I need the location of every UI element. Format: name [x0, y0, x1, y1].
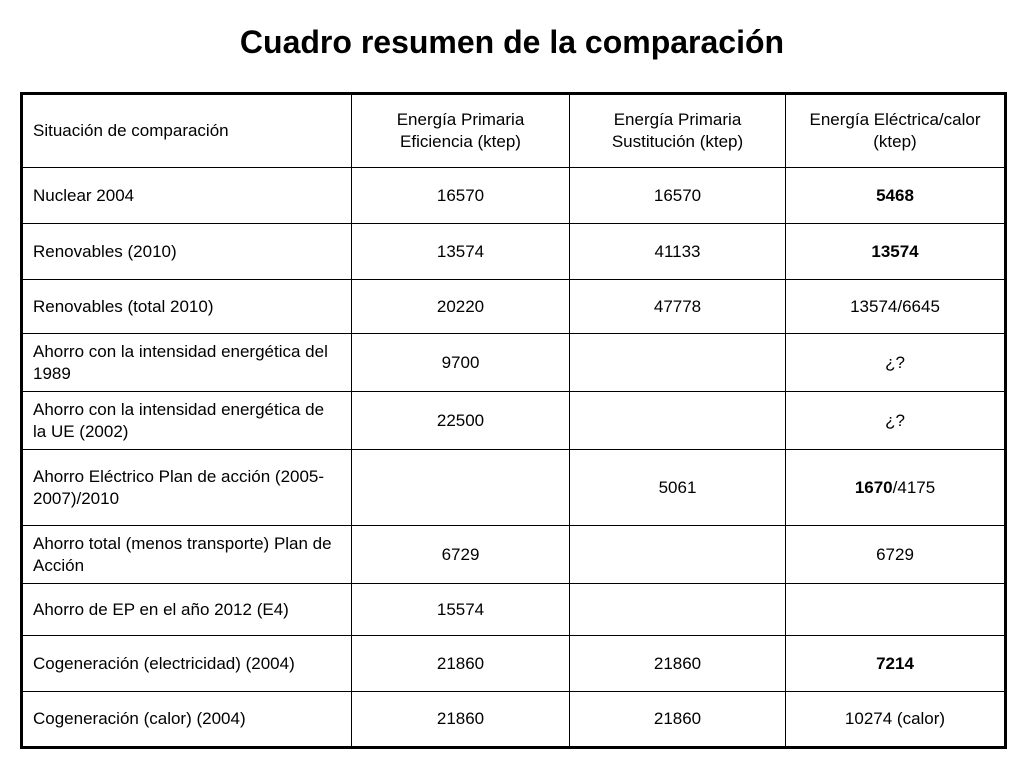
- cell-electrica-bold: 1670: [854, 477, 893, 497]
- table-row: [22, 392, 1006, 450]
- cell-electrica: 13574/6645: [786, 280, 1006, 334]
- cell-eficiencia: 21860: [352, 692, 570, 748]
- cell-situacion: Renovables (2010): [22, 224, 352, 280]
- cell-sustitucion: 41133: [570, 224, 786, 280]
- table-row: [22, 168, 1006, 224]
- cell-eficiencia: 6729: [352, 526, 570, 584]
- header-electrica: Energía Eléctrica/calor (ktep): [786, 94, 1006, 168]
- cell-sustitucion: 5061: [570, 450, 786, 526]
- page-title: Cuadro resumen de la comparación: [239, 24, 785, 60]
- cell-sustitucion: 21860: [570, 636, 786, 692]
- cell-electrica: ¿?: [786, 334, 1006, 392]
- cell-sustitucion: [570, 392, 786, 450]
- cell-situacion: Ahorro Eléctrico Plan de acción (2005-2007)/2010: [22, 450, 352, 526]
- table-row: [22, 584, 1006, 636]
- cell-situacion: Ahorro con la intensidad energética del 1989: [22, 334, 352, 392]
- table-row: [22, 334, 1006, 392]
- cell-situacion: Ahorro total (menos transporte) Plan de Acción: [22, 526, 352, 584]
- cell-electrica: 7214: [786, 636, 1006, 692]
- table-row: [22, 636, 1006, 692]
- summary-table: [20, 92, 1007, 749]
- header-sustitucion: Energía Primaria Sustitución (ktep): [570, 94, 786, 168]
- table-row: [22, 526, 1006, 584]
- cell-situacion: Ahorro con la intensidad energética de la UE (2002): [22, 392, 352, 450]
- cell-situacion: Nuclear 2004: [22, 168, 352, 224]
- cell-situacion: Cogeneración (electricidad) (2004): [22, 636, 352, 692]
- cell-situacion: Renovables (total 2010): [22, 280, 352, 334]
- table-row: [22, 280, 1006, 334]
- cell-eficiencia: 20220: [352, 280, 570, 334]
- cell-sustitucion: 16570: [570, 168, 786, 224]
- cell-eficiencia: 15574: [352, 584, 570, 636]
- cell-eficiencia: 21860: [352, 636, 570, 692]
- cell-sustitucion: [570, 584, 786, 636]
- cell-situacion: Ahorro de EP en el año 2012 (E4): [22, 584, 352, 636]
- header-eficiencia: Energía Primaria Eficiencia (ktep): [352, 94, 570, 168]
- cell-electrica: 5468: [786, 168, 1006, 224]
- cell-sustitucion: 47778: [570, 280, 786, 334]
- table-row: [22, 224, 1006, 280]
- cell-eficiencia: [352, 450, 570, 526]
- cell-electrica-rest: /4175: [892, 477, 936, 497]
- cell-eficiencia: 16570: [352, 168, 570, 224]
- cell-eficiencia: 9700: [352, 334, 570, 392]
- cell-sustitucion: [570, 334, 786, 392]
- table-header-row: [22, 94, 1006, 168]
- cell-electrica: 13574: [786, 224, 1006, 280]
- cell-situacion: Cogeneración (calor) (2004): [22, 692, 352, 748]
- cell-eficiencia: 13574: [352, 224, 570, 280]
- header-situacion: Situación de comparación: [22, 94, 352, 168]
- cell-electrica: [786, 584, 1006, 636]
- cell-sustitucion: 21860: [570, 692, 786, 748]
- cell-eficiencia: 22500: [352, 392, 570, 450]
- table-row: [22, 450, 1006, 526]
- cell-electrica: 6729: [786, 526, 1006, 584]
- cell-electrica: 10274 (calor): [786, 692, 1006, 748]
- cell-sustitucion: [570, 526, 786, 584]
- cell-electrica: [786, 450, 1006, 526]
- table-row: [22, 692, 1006, 748]
- cell-electrica: ¿?: [786, 392, 1006, 450]
